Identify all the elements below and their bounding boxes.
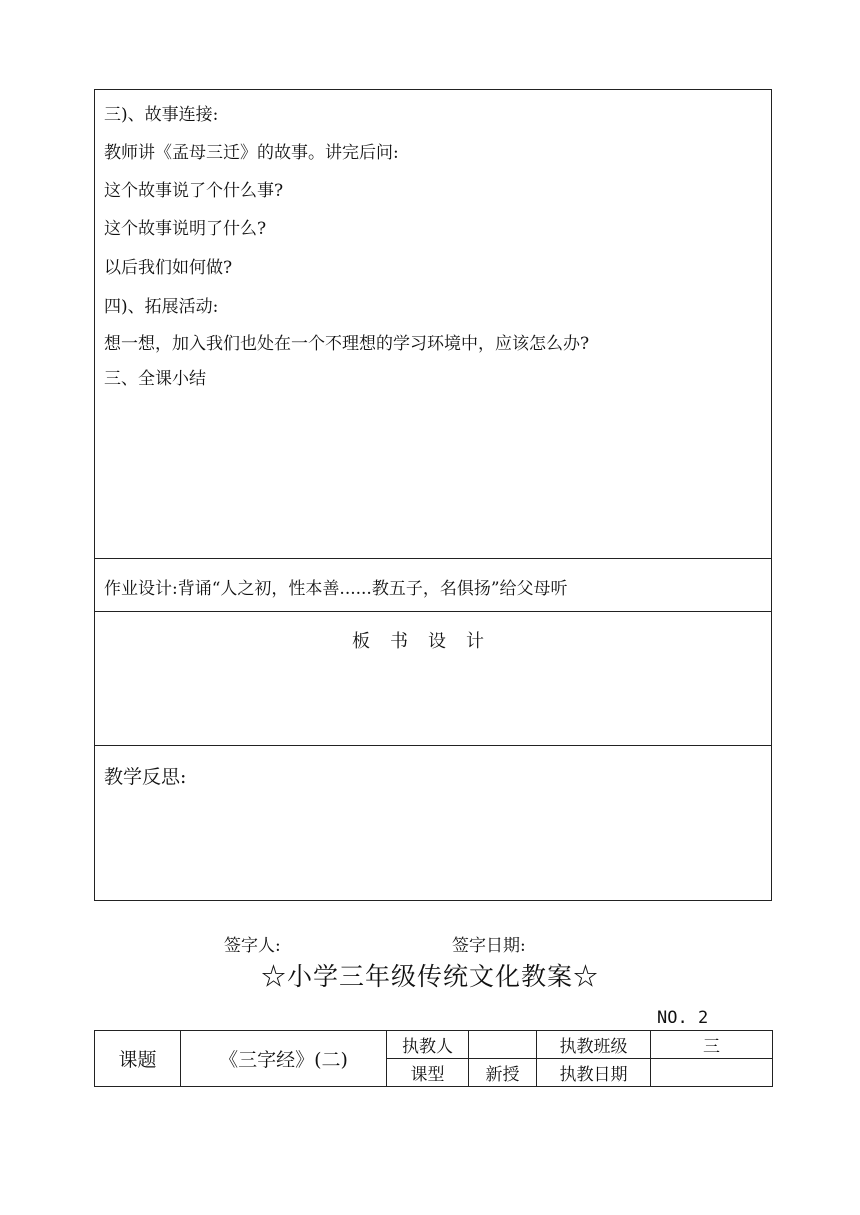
class-value: 三 (651, 1031, 773, 1059)
summary-heading: 三、全课小结 (104, 369, 206, 389)
plan-number: NO. 2 (657, 1008, 709, 1028)
story-intro-line: 教师讲《孟母三迁》的故事。讲完后问: (104, 143, 399, 163)
homework-text: 作业设计:背诵“人之初，性本善......教五子，名俱扬”给父母听 (104, 579, 568, 599)
reflection-box (94, 745, 772, 901)
reflection-label: 教学反思: (104, 766, 187, 788)
lesson-info-table (94, 1030, 773, 1087)
topic-value: 《三字经》(二) (181, 1031, 387, 1087)
lesson-type-value: 新授 (469, 1059, 537, 1087)
teacher-label: 执教人 (387, 1031, 469, 1059)
lesson-type-label: 课型 (387, 1059, 469, 1087)
question-line-3: 以后我们如何做? (104, 258, 233, 278)
board-design-title: 板书设计 (352, 631, 504, 652)
signer-label: 签字人: (224, 936, 281, 956)
teaching-date-value (651, 1059, 773, 1087)
teaching-date-label: 执教日期 (537, 1059, 651, 1087)
section-extension-heading: 四)、拓展活动: (104, 297, 219, 317)
question-line-2: 这个故事说明了什么? (104, 219, 267, 239)
question-line-1: 这个故事说了个什么事? (104, 181, 284, 201)
signature-date-label: 签字日期: (452, 936, 526, 956)
extension-question-line: 想一想，加入我们也处在一个不理想的学习环境中，应该怎么办? (104, 334, 590, 354)
teacher-value (469, 1031, 537, 1059)
next-plan-title: ☆小学三年级传统文化教案☆ (260, 962, 599, 991)
class-label: 执教班级 (537, 1031, 651, 1059)
section-story-heading: 三)、故事连接: (104, 105, 219, 125)
topic-label: 课题 (95, 1031, 181, 1087)
